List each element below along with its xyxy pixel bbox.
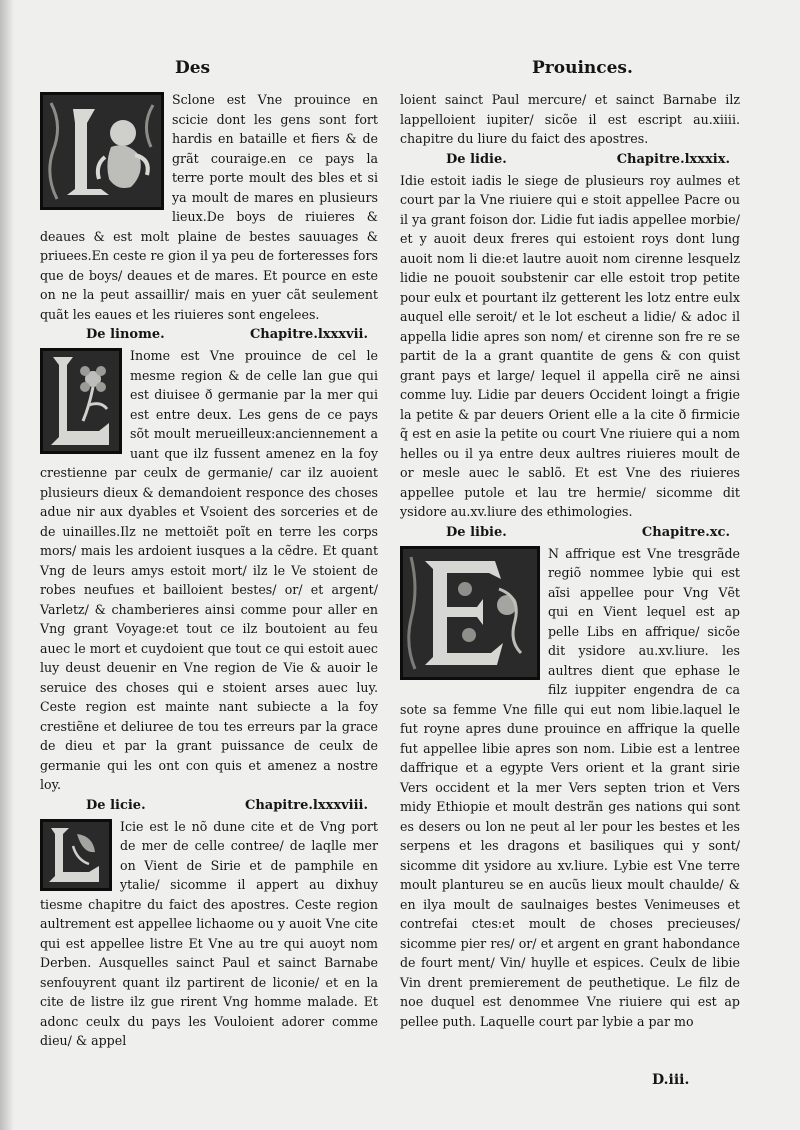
chapter-title: De linome.	[86, 327, 165, 342]
chapter-heading-licie	[40, 796, 378, 816]
running-head-right: Prouinces.	[532, 58, 633, 78]
paragraph-libie: N affrique est Vne tresgrãde regiõ nommee lybie qui est aĩsi appellee pour Vng Vẽt qui en Vient lequel est ap pelle Libs en affrique/ sicõe dit ysidore au.xv.liure. les aultres dient que ephase le filz iuppiter engendra de ca sote sa femme Vne fille qui eut nom libie.laquel le fut royne apres dune prouince en affrique la quelle fut appellee libie apres son nom. Libie est a lentree daffrique et a egypte Vers orient et la grant sirie Vers occident et la mer Vers septen trion et Vers midy Ethiopie et moult destrãn ges nations qui sont es desers ou lon ne peut al ler pour les bestes et les serpens et les dragons et basiliques qui y sont/ sicomme dit ysidore au xv.liure. Lybie est Vne terre moult plantureu se en aucũs lieux moult chaulde/ & en ilya moult de saulnaiges bestes Venimeuses et contrefai ctes:et moult de choses precieuses/ sicomme pier res/ or/ et argent en grant habondance de fourt ment/ Vin/ huylle et espices. Ceulx de libie Vin drent premierement de peuthetique. Le filz de noe duquel est denommee Vne riuiere qui est ap pellee puth. Laquelle court par lybie a par mo	[400, 545, 740, 1029]
chapter-title: De libie.	[446, 524, 507, 540]
page-edge-shadow	[0, 0, 14, 1130]
paragraph-licie-continued: loient sainct Paul mercure/ et sainct Barnabe ilz lappelloient iupiter/ sicõe il est escript au.xiiii. chapitre du liure du faict des apostres.	[400, 92, 740, 146]
paragraph-licie: Icie est le nõ dune cite et de Vng port de mer de celle contree/ de laqlle mer on Vient de Sirie et de pamphile en ytalie/ sicomme il appert au dixhuy tiesme chapitre du faict des apostres. Ceste region aultrement est appellee lichaome ou y auoit Vne cite qui est appellee listre Et Vne au tre qui auoyt nom Derben. Ausquelles sainct Paul et sainct Barnabe senfouyrent quant ilz partirent de liconie/ et en la cite de listre ilz gue rirent Vng homme malade. Et adonc ceulx du pays les Vouloient adorer comme dieu/ & appel	[40, 818, 378, 1048]
woodcut-initial-l-leaf-icon	[40, 819, 112, 891]
chapter-number: Chapitre.xc.	[641, 524, 730, 540]
right-column	[400, 90, 740, 1031]
chapter-number: Chapitre.lxxxvii.	[249, 327, 368, 342]
chapter-number: Chapitre.lxxxix.	[616, 151, 730, 167]
folio-signature: D.iii.	[652, 1072, 690, 1088]
chapter-heading-lidie	[400, 150, 740, 170]
woodcut-initial-s-figure-icon	[40, 92, 164, 210]
paragraph-linome: Inome est Vne prouince de cel le mesme region & de celle lan gue qui est diuisee ð germanie par la mer qui est entre deux. Les gens de ce pays sõt moult merueilleux:anciennement a uant que ilz fussent amenez en la foy crestienne par ceulx de germanie/ car ilz auoient plusieurs dieux & demandoient responce des choses adue nir aux dyables et Vsoient des sorceries et de de uinailles.Ilz ne mettoiẽt poĩt en terre les corps mors/ mais les ardoient iusques a la cẽdre. Et quant Vng de leurs amys estoit mort/ ilz le Ve stoient de robes neufues et bailloient bestes/ or/ et argent/ Varletz/ & chamberieres ainsi comme pour aller en Vng grant Voyage:et tout ce ilz boutoient au feu auec le mort et cuydoient que tout ce qui estoit auec luy deust deuenir en Vne region de Vie & auoir le seruice des choses qui e stoient arses auec luy. Ceste region est mainte nant subiecte a la foy crestiẽne et deliuree de tou tes erreurs par la grace de dieu et par la grant puissance de ceulx de germanie qui les ont con quis et amenez a nostre loy.	[40, 348, 378, 792]
paragraph-sclone: Sclone est Vne prouince en scicie dont les gens sont fort hardis en bataille et fiers & de grãt couraige.en ce pays la terre porte moult des bles et si ya moult de mares en plusieurs lieux.De boys de riuieres & deaues & est molt plaine de bestes sauuages & priuees.En ceste re gion il ya peu de forteresses fors que de boys/ deaues et de mares. Et pource en este on ne la peut assaillir/ mais en yuer cãt seulement quãt les eaues et les riuieres sont engelees.	[40, 92, 378, 322]
chapter-heading-linome	[40, 325, 378, 345]
woodcut-initial-l-flower-icon	[40, 348, 122, 454]
woodcut-initial-e-vine-icon	[400, 546, 540, 680]
chapter-title: De licie.	[86, 797, 146, 813]
running-head-left: Des	[175, 58, 211, 78]
left-column	[40, 90, 378, 1051]
chapter-heading-libie	[400, 523, 740, 543]
chapter-title: De lidie.	[446, 151, 507, 167]
paragraph-lidie: Idie estoit iadis le siege de plusieurs roy aulmes et court par la Vne riuiere qui e stoit appellee Pacre ou il ya grant foison dor. Lidie fut iadis appellee morbie/ et y auoit deux freres qui estoient roys dont lung auoit nom li die:et lautre auoit nom cirenne lesquelz lidie ne pouoit soubstenir car elle estoit trop petite pour eulx et pourtant ilz getterent les lotz entre eulx auquel elle seroit/ et le lot escheut a lidie/ & adoc il appella lidie apres son nom/ et cirenne son fre re se partit de la a grant quantite de gens & con quist grant pays et large/ lequel il appella cirẽ ne ainsi comme luy. Lidie par deuers Occident loingt a frigie la petite & par deuers Orient elle a la cite ð firmicie q̃ est en asie la petite ou court Vne riuiere qui a nom helles ou il ya entre deux aultres riuieres moult de or mesle auec le sablõ. Et est Vne des riuieres appellee putole et lau tre hermie/ sicomme dit ysidore au.xv.liure des ethimologies.	[400, 172, 740, 519]
chapter-number: Chapitre.lxxxviii.	[245, 797, 368, 813]
